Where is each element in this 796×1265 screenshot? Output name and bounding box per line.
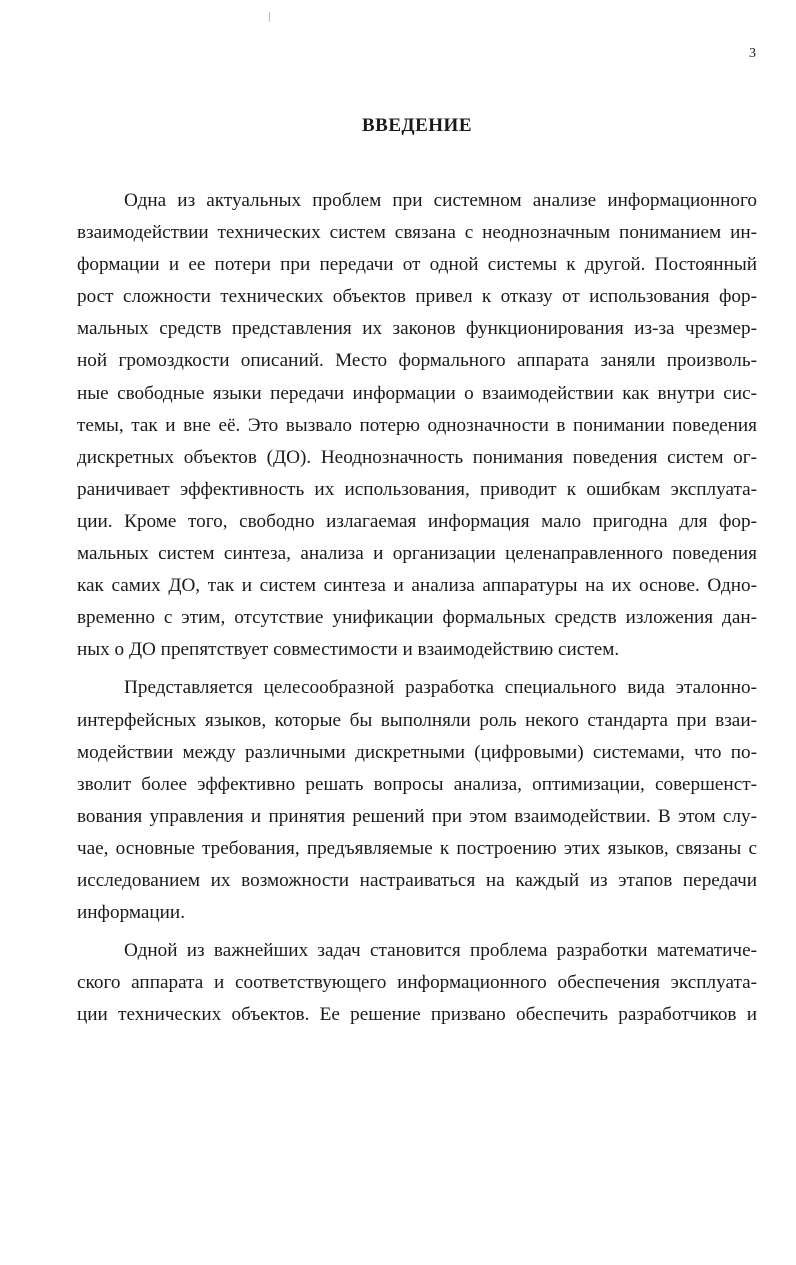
text-line: модействии между различными дискретными (цифровыми) системами, что по- [77,741,757,763]
text-line: мальных систем синтеза, анализа и организации целенаправленного поведения [77,543,757,565]
scan-artifact-mark [269,12,270,22]
paragraph [77,672,757,929]
text-line: формации и ее потери при передачи от одной системы к другой. Постоянный [77,254,757,276]
text-line: мальных средств представления их законов функционирования из-за чрезмер- [77,318,757,340]
text-line: исследованием их возможности настраиваться на каждый из этапов передачи [77,869,757,891]
text-line: ции технических объектов. Ее решение призвано обеспечить разработчиков и [77,1004,757,1026]
text-line: дискретных объектов (ДО). Неоднозначность понимания поведения систем ог- [77,446,757,468]
paragraph [77,935,757,1031]
text-line: ные свободные языки передачи информации о взаимодействии как внутри сис- [77,382,757,404]
page-title: ВВЕДЕНИЕ [362,115,472,136]
text-line: Одна из актуальных проблем при системном анализе информационного [124,190,757,211]
text-line: Представляется целесообразной разработка специального вида эталонно- [124,677,757,699]
text-line: временно с этим, отсутствие унификации формальных средств изложения дан- [77,607,757,629]
text-line: интерфейсных языков, которые бы выполняли роль некого стандарта при взаи- [77,709,757,731]
text-line: как самих ДО, так и систем синтеза и анализа аппаратуры на их основе. Одно- [77,575,757,597]
paragraph [77,185,757,666]
page-number: 3 [749,46,756,61]
text-line: взаимодействии технических систем связана с неоднозначным пониманием ин- [77,222,757,244]
text-line: ной громоздкости описаний. Место формального аппарата заняли произволь- [77,350,757,372]
text-line: ных о ДО препятствует совместимости и взаимодействию систем. [77,639,620,661]
text-line: зволит более эффективно решать вопросы анализа, оптимизации, совершенст- [77,773,757,795]
text-line: информации. [77,902,185,924]
text-line: рост сложности технических объектов привел к отказу от использования фор- [77,286,757,308]
text-line: вования управления и принятия решений при этом взаимодействии. В этом слу- [77,805,757,827]
text-line: темы, так и вне её. Это вызвало потерю однозначности в понимании поведения [77,414,757,436]
text-line: Одной из важнейших задач становится проблема разработки математиче- [124,940,757,962]
text-line: ции. Кроме того, свободно излагаемая информация мало пригодна для фор- [77,510,757,532]
text-line: раничивает эффективность их использования, приводит к ошибкам эксплуата- [77,478,757,500]
text-line: чае, основные требования, предъявляемые к построению этих языков, связаны с [77,837,757,859]
body-text [77,185,757,1031]
text-line: ского аппарата и соответствующего информационного обеспечения эксплуата- [77,972,757,994]
